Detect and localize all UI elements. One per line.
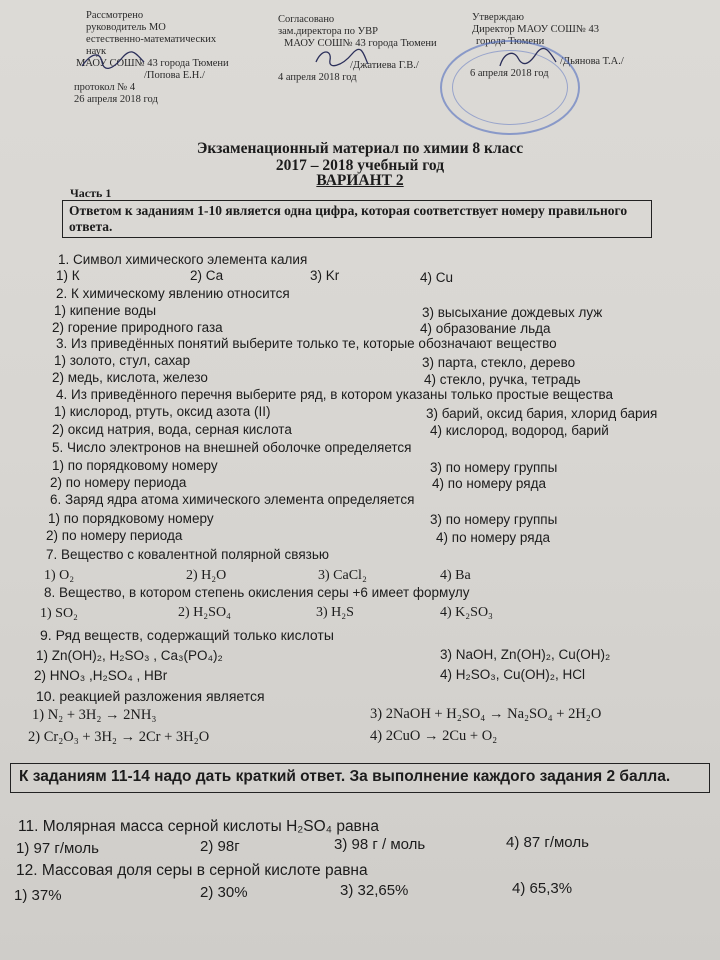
answer-option: 3) 2NaOH + H₂SO₄ → Na₂SO₄ + 2H₂O	[370, 706, 602, 722]
header-middle-line: /Джатиева Г.В./	[350, 60, 419, 71]
signature-right	[496, 46, 560, 72]
school-year: 2017 – 2018 учебный год	[275, 157, 445, 174]
question-10: 10. реакцией разложения является	[36, 688, 265, 704]
answer-option: 4) по номеру ряда	[436, 530, 550, 545]
answer-option: 4) 65,3%	[512, 880, 573, 897]
header-left-line: МАОУ СОШ№ 43 города Тюмени	[76, 58, 229, 69]
header-left-line: Рассмотрено	[86, 10, 144, 21]
answer-option: 2) 98г	[200, 838, 240, 855]
question-4: 4. Из приведённого перечня выберите ряд, в котором указаны только простые вещества	[56, 387, 614, 402]
answer-option: 1) 37%	[14, 887, 62, 904]
answer-option: 3) парта, стекло, дерево	[422, 355, 576, 370]
answer-option: 2) 30%	[200, 884, 248, 901]
answer-option: 4) K₂SO₃	[440, 605, 493, 620]
answer-option: 3) по номеру группы	[430, 460, 558, 475]
answer-option: 4) образование льда	[420, 321, 551, 336]
header-right-line: Директор МАОУ СОШ№ 43	[472, 24, 599, 35]
header-left-line: наук	[86, 46, 107, 57]
instruction-box: Ответом к заданиям 1-10 является одна цифра, которая соответствует номеру правильного ответа.	[62, 200, 652, 238]
answer-option: 4) Cu	[420, 270, 454, 285]
answer-option: 3) высыхание дождевых луж	[422, 305, 603, 320]
answer-option: 3) 98 г / моль	[334, 836, 426, 853]
question-11: 11. Молярная масса серной кислоты H₂SO₄ равна	[18, 818, 379, 835]
question-5: 5. Число электронов на внешней оболочке определяется	[52, 440, 412, 455]
answer-option: 3) H₂S	[316, 605, 354, 620]
short-answer-instruction-box: К заданиям 11-14 надо дать краткий ответ. За выполнение каждого задания 2 балла.	[10, 763, 710, 793]
question-8: 8. Вещество, в котором степень окисления серы +6 имеет формулу	[44, 585, 470, 600]
answer-option: 3) CaCl₂	[318, 568, 367, 583]
answer-option: 3) NaOH, Zn(OH)₂, Cu(OH)₂	[440, 647, 611, 662]
answer-option: 4) Ba	[440, 568, 471, 583]
header-right-line: города Тюмени	[476, 36, 545, 47]
header-middle-line: 4 апреля 2018 год	[278, 72, 357, 83]
answer-option: 2) H₂SO₄	[178, 605, 231, 620]
header-left-line: протокол № 4	[74, 82, 136, 93]
header-right-line: /Дьянова Т.А./	[560, 56, 624, 67]
question-1: 1. Символ химического элемента калия	[58, 252, 308, 267]
answer-option: 1) кипение воды	[54, 303, 157, 318]
header-right-line: Утверждаю	[472, 12, 524, 23]
answer-option: 4) стекло, ручка, тетрадь	[424, 372, 581, 387]
answer-option: 1) O₂	[44, 568, 75, 583]
answer-option: 4) кислород, водород, барий	[430, 423, 609, 438]
part-label: Часть 1	[70, 186, 112, 200]
header-middle-line: Согласовано	[278, 14, 335, 25]
answer-option: 2) по номеру периода	[46, 528, 183, 543]
header-left-line: естественно-математических	[86, 34, 217, 45]
exam-title: Экзаменационный материал по химии 8 класс	[196, 140, 524, 157]
answer-option: 2) HNO₃ ,H₂SO₄ , HBr	[34, 668, 168, 683]
answer-option: 2) H₂O	[186, 568, 227, 583]
question-9: 9. Ряд веществ, содержащий только кислоты	[40, 627, 334, 643]
header-left-line: 26 апреля 2018 год	[74, 94, 158, 105]
answer-option: 2) Са	[190, 268, 224, 283]
answer-option: 3) 32,65%	[340, 882, 409, 899]
answer-option: 2) горение природного газа	[52, 320, 223, 335]
answer-option: 4) H₂SO₃, Cu(OH)₂, HCl	[440, 667, 585, 682]
header-left-line: руководитель МО	[86, 22, 166, 33]
header-middle-line: зам.директора по УВР	[278, 26, 378, 37]
answer-option: 3) Kr	[310, 268, 340, 283]
header-left-line: /Попова Е.Н./	[144, 70, 205, 81]
answer-option: 4) 87 г/моль	[506, 834, 589, 851]
answer-option: 1) 97 г/моль	[16, 840, 99, 857]
answer-option: 2) оксид натрия, вода, серная кислота	[52, 422, 292, 437]
answer-option: 1) по порядковому номеру	[48, 511, 214, 526]
answer-option: 1) SO₂	[40, 606, 78, 621]
answer-option: 1) К	[56, 268, 80, 283]
answer-option: 4) 2CuO → 2Cu + O₂	[370, 728, 498, 744]
answer-option: 2) медь, кислота, железо	[52, 370, 208, 385]
signature-left	[78, 48, 148, 74]
answer-option: 3) барий, оксид бария, хлорид бария	[426, 406, 658, 421]
question-6: 6. Заряд ядра атома химического элемента определяется	[50, 492, 415, 507]
answer-option: 1) N₂ + 3H₂ → 2NH₃	[32, 707, 157, 723]
signature-middle	[312, 46, 372, 70]
answer-option: 2) Cr₂O₃ + 3H₂ → 2Cr + 3H₂O	[28, 729, 210, 745]
answer-option: 1) Zn(OH)₂, H₂SO₃ , Ca₃(PO₄)₂	[36, 648, 223, 663]
answer-option: 4) по номеру ряда	[432, 476, 546, 491]
answer-option: 1) кислород, ртуть, оксид азота (II)	[54, 404, 271, 419]
answer-option: 1) по порядковому номеру	[52, 458, 218, 473]
question-2: 2. К химическому явлению относится	[56, 286, 290, 301]
answer-option: 1) золото, стул, сахар	[54, 353, 191, 368]
header-right-line: 6 апреля 2018 год	[470, 68, 549, 79]
header-middle-line: МАОУ СОШ№ 43 города Тюмени	[284, 38, 437, 49]
answer-option: 3) по номеру группы	[430, 512, 558, 527]
variant-label: ВАРИАНТ 2	[316, 172, 404, 189]
question-7: 7. Вещество с ковалентной полярной связью	[46, 547, 329, 562]
answer-option: 2) по номеру периода	[50, 475, 187, 490]
question-12: 12. Массовая доля серы в серной кислоте равна	[16, 862, 368, 879]
question-3: 3. Из приведённых понятий выберите только те, которые обозначают вещество	[56, 336, 557, 351]
